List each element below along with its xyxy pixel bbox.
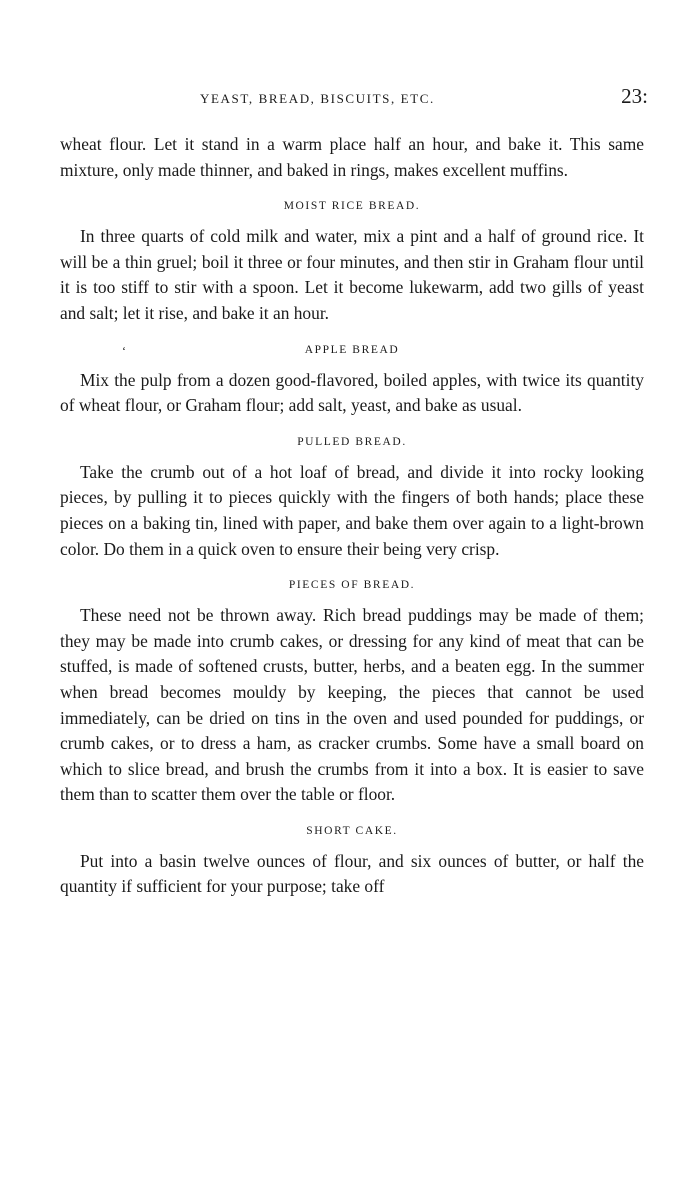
heading-pulled-bread: PULLED BREAD. — [297, 435, 407, 448]
heading-pieces-of-bread: PIECES OF BREAD. — [288, 579, 416, 592]
paragraph-apple-bread: Mix the pulp from a dozen good-flavored, boiled apples, with twice its quantity of wheat flour, or Graham flour; add salt, yeast, and bake as usual. — [60, 369, 644, 416]
paragraph-pieces-of-bread: These need not be thrown away. Rich bread puddings may be made of them; they may be made into crumb cakes, or dressing for any kind of meat that can be stuffed, is made of softened crusts, butter, herbs, and a beaten egg. In the summer when bread becomes mouldy by keeping, the pieces that cannot be used immediately, can be dried on tins in the oven and used pounded for puddings, or crumb cakes, or to dress a ham, as cracker crumbs. Some have a small board on which to slice bread, and brush the crumbs from it into a box. It is easier to save them than to scatter them over the table or floor. — [60, 605, 644, 805]
paragraph-short-cake: Put into a basin twelve ounces of flour, and six ounces of butter, or half the quantity if sufficient for your purpose; take off — [60, 850, 644, 897]
running-title: YEAST, BREAD, BISCUITS, ETC. — [200, 91, 435, 106]
paragraph-pulled-bread: Take the crumb out of a hot loaf of bread, and divide it into rocky looking pieces, by pulling it to pieces quickly with the fingers of both hands; place these pieces on a baking tin, lined with paper, and bake them over again to a light-brown color. Do them in a quick oven to ensure their being very crisp. — [60, 461, 644, 559]
heading-apple-bread: APPLE BREAD — [304, 343, 400, 356]
paragraph-moist-rice-bread: In three quarts of cold milk and water, mix a pint and a half of ground rice. It will be a thin gruel; boil it three or four minutes, and then stir in Graham flour until it is too stiff to stir with a spoon. Let it become lukewarm, add two gills of yeast and salt; let it rise, and bake it an hour. — [60, 226, 644, 323]
heading-short-cake: SHORT CAKE. — [306, 824, 398, 837]
paragraph-continued: wheat flour. Let it stand in a warm place half an hour, and bake it. This same mixture, only made thinner, and baked in rings, makes excellent muffins. — [60, 134, 644, 180]
body-text — [60, 132, 644, 900]
page-number: 23: — [621, 84, 648, 108]
heading-moist-rice-bread: MOIST RICE BREAD. — [283, 200, 421, 213]
heading-apple-bread-block — [60, 341, 644, 359]
running-head — [60, 84, 648, 114]
stray-ink-mark: ‘ — [122, 343, 126, 358]
